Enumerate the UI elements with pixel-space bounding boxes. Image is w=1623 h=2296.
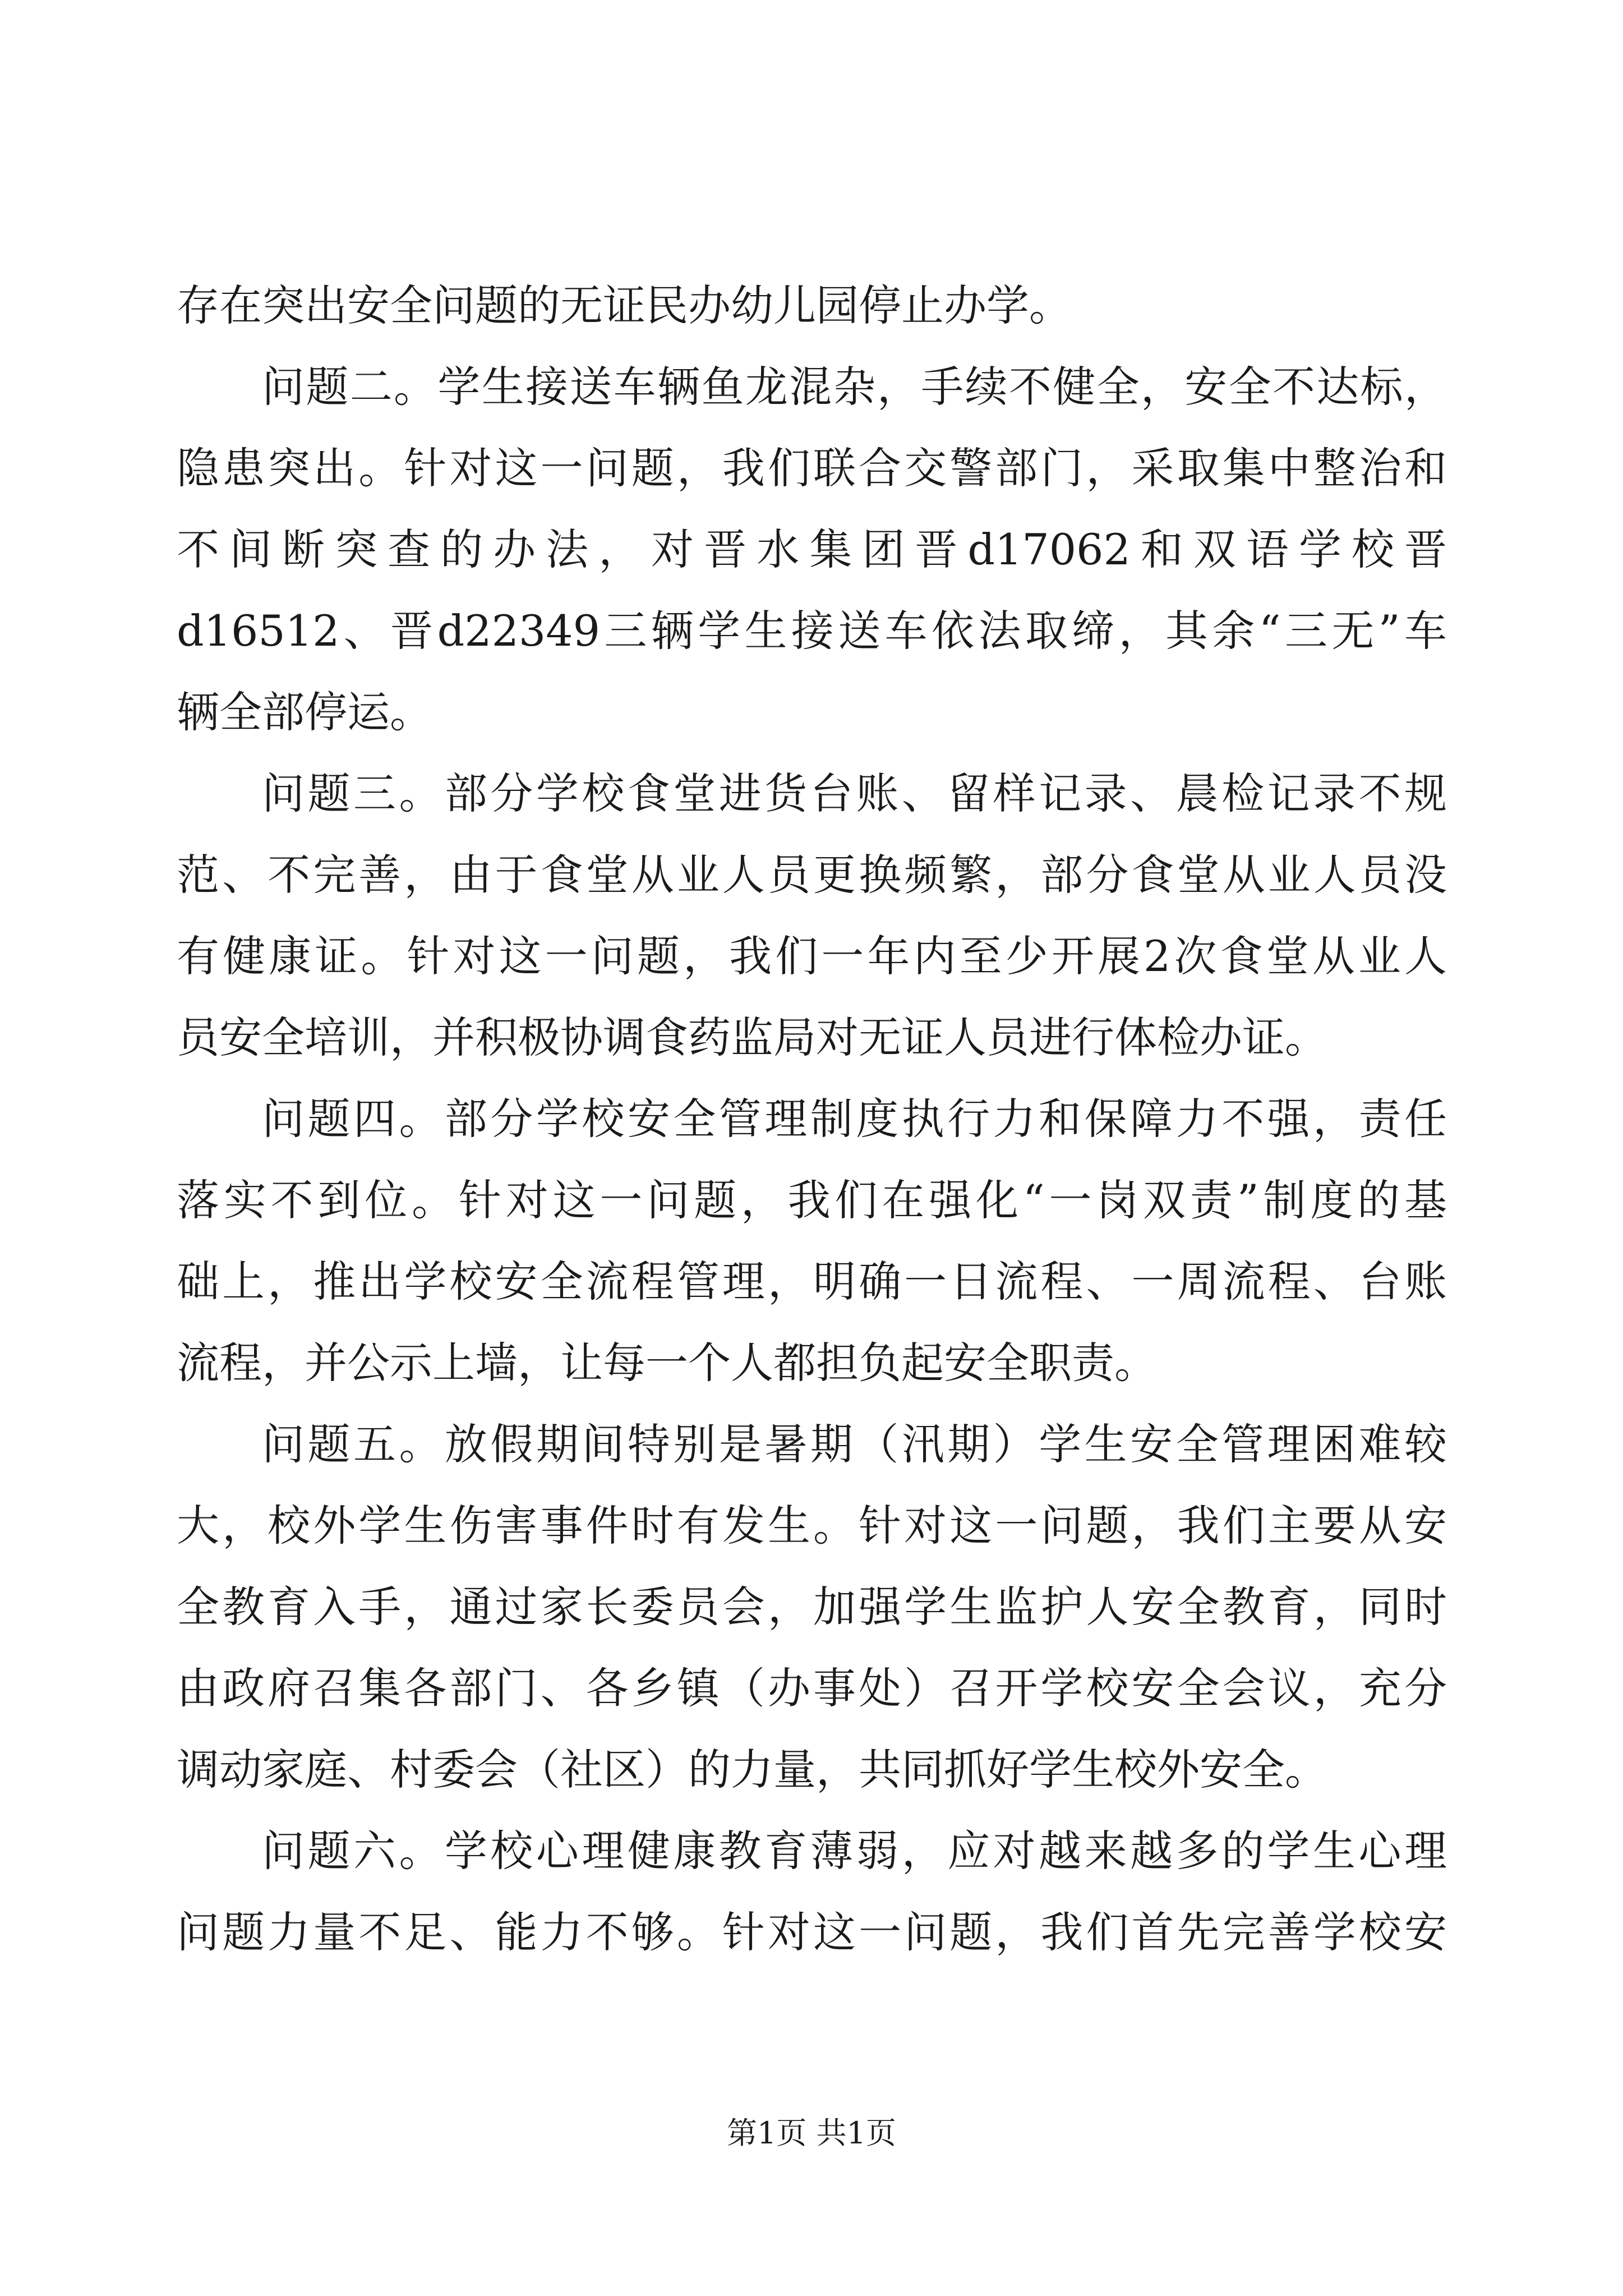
text-line: 大，校外学生伤害事件时有发生。针对这一问题，我们主要从安 [177,1501,1447,1550]
text-line: 问题二。学生接送车辆鱼龙混杂，手续不健全，安全不达标， [262,362,1447,412]
text-line: 调动家庭、村委会（社区）的力量，共同抓好学生校外安全。 [177,1745,1327,1795]
text-line: 不间断突查的办法，对晋水集团晋d17062和双语学校晋 [177,524,1447,574]
text-line: 有健康证。针对这一问题，我们一年内至少开展2次食堂从业人 [177,931,1447,981]
text-line: 范、不完善，由于食堂从业人员更换频繁，部分食堂从业人员没 [177,850,1447,900]
text-line: 问题力量不足、能力不够。针对这一问题，我们首先完善学校安 [177,1907,1447,1957]
text-line: 落实不到位。针对这一问题，我们在强化“一岗双责”制度的基 [177,1175,1447,1225]
text-line: 员安全培训，并积极协调食药监局对无证人员进行体检办证。 [177,1013,1327,1062]
text-line: d16512、晋d22349三辆学生接送车依法取缔，其余“三无”车 [177,606,1447,656]
page-footer: 第1页 共1页 [727,2115,896,2151]
body-text [177,265,1447,1973]
text-line: 存在突出安全问题的无证民办幼儿园停止办学。 [177,280,1072,330]
text-line: 问题四。部分学校安全管理制度执行力和保障力不强，责任 [262,1094,1447,1144]
text-line: 问题五。放假期间特别是暑期（汛期）学生安全管理困难较 [262,1419,1447,1469]
text-line: 础上，推出学校安全流程管理，明确一日流程、一周流程、台账 [177,1257,1447,1306]
text-line: 全教育入手，通过家长委员会，加强学生监护人安全教育，同时 [177,1582,1447,1632]
text-line: 问题三。部分学校食堂进货台账、留样记录、晨检记录不规 [262,769,1447,818]
text-line: 辆全部停运。 [177,687,432,737]
text-line: 流程，并公示上墙，让每一个人都担负起安全职责。 [177,1338,1157,1388]
text-line: 由政府召集各部门、各乡镇（办事处）召开学校安全会议，充分 [177,1663,1447,1713]
text-line: 问题六。学校心理健康教育薄弱，应对越来越多的学生心理 [262,1826,1447,1876]
text-line: 隐患突出。针对这一问题，我们联合交警部门，采取集中整治和 [177,443,1447,493]
